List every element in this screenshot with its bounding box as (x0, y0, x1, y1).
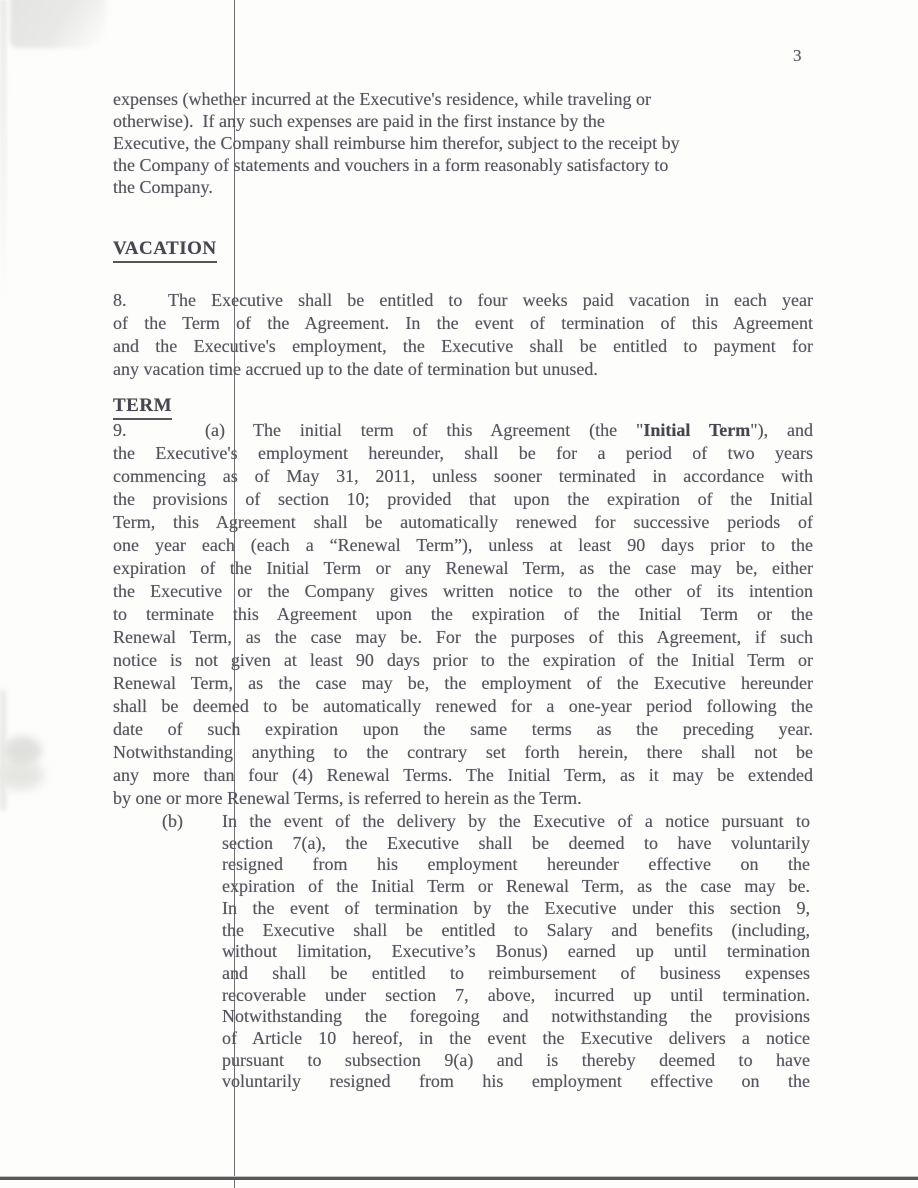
scan-smudge (0, 690, 6, 810)
term-heading-text: TERM (113, 395, 172, 420)
vacation-heading-text: VACATION (113, 238, 217, 263)
paragraph-line: Executive, the Company shall reimburse him therefor, subject to the receipt by (113, 133, 680, 153)
paragraph-lines (222, 811, 810, 1093)
paragraph-line: expiration of the Initial Term or any Renewal Term, as the case may be, either (113, 558, 813, 578)
paragraph-line: the Company. (113, 177, 213, 197)
term-heading (113, 395, 172, 420)
paragraph-line: In the event of termination by the Executive under this section 9, (222, 897, 810, 918)
subsection-b-label: (b) (162, 811, 183, 831)
paragraph-line: Term, this Agreement shall be automatically renewed for successive periods of (113, 512, 813, 532)
scan-corner-shadow (10, 0, 106, 48)
paragraph-line: Renewal Term, as the case may be, the employment of the Executive hereunder (113, 673, 813, 693)
paragraph-line: any more than four (4) Renewal Terms. The Initial Term, as it may be extended (113, 765, 813, 785)
paragraph-line: of the Term of the Agreement. In the event of termination of this Agreement (113, 313, 813, 333)
paragraph-line: and the Executive's employment, the Executive shall be entitled to payment for (113, 336, 813, 356)
paragraph-line: commencing as of May 31, 2011, unless sooner terminated in accordance with (113, 466, 813, 486)
expenses-paragraph (113, 88, 813, 198)
paragraph-line: one year each (each a “Renewal Term”), unless at least 90 days prior to the (113, 535, 813, 555)
paragraph-line: any vacation time accrued up to the date of termination but unused. (113, 359, 598, 379)
paragraph-line: without limitation, Executive’s Bonus) earned up until termination (222, 941, 810, 962)
paragraph-lines (113, 442, 813, 810)
paragraph-line: resigned from his employment hereunder effective on the (222, 854, 810, 875)
paragraph-text: "), and (750, 420, 813, 440)
paragraph-line: section 7(a), the Executive shall be deemed to have voluntarily (222, 832, 810, 853)
vacation-heading (113, 238, 217, 263)
paragraph-text: The initial term of this Agreement (the " (253, 420, 644, 440)
defined-term-initial-term: Initial Term (643, 420, 751, 440)
paragraph-line: and shall be entitled to reimbursement of business expenses (222, 962, 810, 983)
paragraph-line: recoverable under section 7, above, incurred up until termination. (222, 984, 810, 1005)
paragraph-line: to terminate this Agreement upon the expiration of the Initial Term or the (113, 604, 813, 624)
subsection-a-label: (a) (205, 420, 225, 440)
paragraph-line: the Company of statements and vouchers in a form reasonably satisfactory to (113, 155, 669, 175)
paragraph-line: of Article 10 hereof, in the event the Executive delivers a notice (222, 1028, 810, 1049)
paragraph-line: Renewal Term, as the case may be. For the purposes of this Agreement, if such (113, 627, 813, 647)
paragraph-lines (113, 88, 813, 198)
paragraph-line: the Executive or the Company gives written notice to the other of its intention (113, 581, 813, 601)
paragraph-line: shall be deemed to be automatically renewed for a one-year period following the (113, 696, 813, 716)
paragraph-number: 9. (113, 420, 127, 440)
paragraph-line: otherwise). If any such expenses are paid in the first instance by the (113, 111, 605, 131)
paragraph-line: by one or more Renewal Terms, is referred to herein as the Term. (113, 788, 582, 808)
paragraph-lines (113, 289, 813, 381)
vacation-paragraph-8 (113, 289, 813, 381)
paragraph-line: the provisions of section 10; provided that upon the expiration of the Initial (113, 489, 813, 509)
paragraph-line: pursuant to subsection 9(a) and is thereby deemed to have (222, 1049, 810, 1070)
scan-left-edge-shade (0, 0, 7, 300)
term-paragraph-9b (162, 811, 810, 1093)
paragraph-line: Notwithstanding the foregoing and notwithstanding the provisions (222, 1006, 810, 1027)
paragraph-line: expiration of the Initial Term or Renewal Term, as the case may be. (222, 876, 810, 897)
scan-bottom-edge-line (0, 1176, 918, 1180)
paragraph-line: the Executive shall be entitled to Salary and benefits (including, (222, 919, 810, 940)
paragraph-line: the Executive's employment hereunder, shall be for a period of two years (113, 443, 813, 463)
paragraph-number: 8. (113, 290, 127, 310)
term-paragraph-9a (113, 419, 813, 810)
paragraph-line: notice is not given at least 90 days prior to the expiration of the Initial Term or (113, 650, 813, 670)
paragraph-line: date of such expiration upon the same terms as the preceding year. (113, 719, 813, 739)
scan-smudge (0, 760, 44, 790)
paragraph-line: In the event of the delivery by the Executive of a notice pursuant to (222, 811, 810, 831)
paragraph-line: expenses (whether incurred at the Executive's residence, while traveling or (113, 89, 652, 109)
paragraph-line: voluntarily resigned from his employment effective on the (222, 1071, 810, 1092)
paragraph-line: Notwithstanding anything to the contrary set forth herein, there shall not be (113, 742, 813, 762)
page-number: 3 (793, 46, 802, 65)
paragraph-line: The Executive shall be entitled to four weeks paid vacation in each year (168, 290, 813, 310)
